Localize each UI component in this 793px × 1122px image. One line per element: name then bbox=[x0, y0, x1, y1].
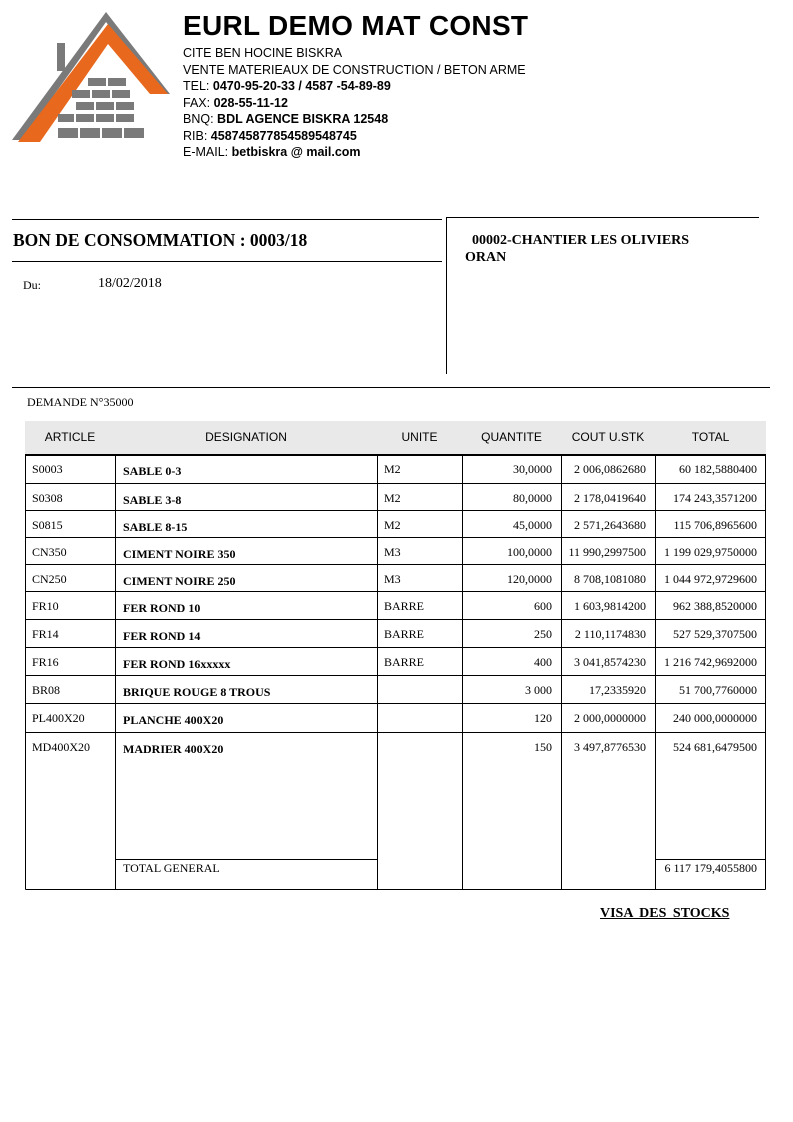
divider bbox=[446, 217, 447, 374]
cell-quantite: 400 bbox=[534, 655, 552, 669]
client-city: ORAN bbox=[465, 250, 507, 265]
cell-unite: M2 bbox=[384, 491, 401, 505]
company-fax bbox=[183, 95, 526, 112]
cell-article: FR10 bbox=[32, 599, 59, 613]
cell-cout: 2 000,0000000 bbox=[574, 711, 646, 725]
cell-designation: SABLE 3-8 bbox=[123, 493, 182, 507]
cell-designation: PLANCHE 400X20 bbox=[123, 713, 224, 727]
cell-cout: 2 110,1174830 bbox=[574, 627, 646, 641]
total-general-value: 6 117 179,4055800 bbox=[664, 861, 757, 875]
cell-total: 524 681,6479500 bbox=[673, 740, 757, 754]
header-cout: COUT U.STK bbox=[561, 421, 655, 454]
bnq-label: BNQ: bbox=[183, 112, 214, 126]
cell-unite: M3 bbox=[384, 572, 401, 586]
cell-quantite: 250 bbox=[534, 627, 552, 641]
header-unite: UNITE bbox=[377, 421, 462, 454]
demande-number: DEMANDE N°35000 bbox=[27, 395, 134, 409]
divider bbox=[12, 261, 442, 262]
cell-designation: CIMENT NOIRE 350 bbox=[123, 547, 236, 561]
rib-value: 458745877854589548745 bbox=[210, 128, 357, 143]
cell-total: 60 182,5880400 bbox=[679, 462, 757, 476]
cell-total: 527 529,3707500 bbox=[673, 627, 757, 641]
cell-quantite: 150 bbox=[534, 740, 552, 754]
company-tel bbox=[183, 78, 526, 95]
divider bbox=[447, 217, 759, 218]
cell-designation: CIMENT NOIRE 250 bbox=[123, 574, 236, 588]
cell-article: PL400X20 bbox=[32, 711, 85, 725]
cell-article: CN250 bbox=[32, 572, 67, 586]
cell-unite: BARRE bbox=[384, 599, 425, 613]
cell-article: S0815 bbox=[32, 518, 63, 532]
company-bank bbox=[183, 111, 526, 128]
cell-unite: M2 bbox=[384, 518, 401, 532]
tel-value: 0470-95-20-33 / 4587 -54-89-89 bbox=[212, 79, 391, 93]
header-total: TOTAL bbox=[655, 421, 766, 454]
cell-cout: 17,2335920 bbox=[589, 683, 646, 697]
cell-designation: SABLE 0-3 bbox=[123, 464, 182, 478]
cell-quantite: 80,0000 bbox=[513, 491, 552, 505]
client-name: 00002-CHANTIER LES OLIVIERS bbox=[472, 233, 690, 248]
cell-total: 174 243,3571200 bbox=[673, 491, 757, 505]
cell-unite: BARRE bbox=[384, 655, 425, 669]
cell-unite: M3 bbox=[384, 545, 401, 559]
cell-designation: BRIQUE ROUGE 8 TROUS bbox=[123, 685, 271, 699]
company-name: EURL DEMO MAT CONST bbox=[183, 10, 529, 41]
header-designation: DESIGNATION bbox=[115, 421, 377, 454]
cell-article: CN350 bbox=[32, 545, 67, 559]
cell-total: 1 044 972,9729600 bbox=[664, 572, 757, 586]
email-label: E-MAIL: bbox=[183, 145, 229, 159]
cell-cout: 11 990,2997500 bbox=[568, 545, 646, 559]
cell-quantite: 120,0000 bbox=[507, 572, 552, 586]
items-table bbox=[25, 421, 766, 890]
email-value: betbiskra @ mail.com bbox=[231, 145, 361, 159]
cell-unite: BARRE bbox=[384, 627, 425, 641]
cell-cout: 3 497,8776530 bbox=[574, 740, 646, 754]
company-logo-icon bbox=[10, 10, 175, 145]
company-info bbox=[183, 45, 526, 161]
rib-label: RIB: bbox=[183, 128, 208, 143]
cell-designation: FER ROND 16xxxxx bbox=[123, 657, 231, 671]
company-address: CITE BEN HOCINE BISKRA bbox=[183, 46, 343, 60]
header-quantite: QUANTITE bbox=[462, 421, 561, 454]
cell-total: 51 700,7760000 bbox=[679, 683, 757, 697]
company-activity: VENTE MATERIEAUX DE CONSTRUCTION / BETON ARME bbox=[183, 62, 526, 77]
cell-total: 115 706,8965600 bbox=[673, 518, 757, 532]
total-general-label: TOTAL GENERAL bbox=[123, 861, 220, 875]
cell-quantite: 600 bbox=[534, 599, 552, 613]
date-value: 18/02/2018 bbox=[98, 276, 162, 291]
cell-quantite: 45,0000 bbox=[513, 518, 552, 532]
cell-cout: 1 603,9814200 bbox=[574, 599, 646, 613]
cell-designation: FER ROND 10 bbox=[123, 601, 201, 615]
document-title: BON DE CONSOMMATION : 0003/18 bbox=[13, 230, 308, 250]
cell-cout: 2 178,0419640 bbox=[574, 491, 646, 505]
cell-total: 1 199 029,9750000 bbox=[664, 545, 757, 559]
cell-cout: 2 006,0862680 bbox=[574, 462, 646, 476]
cell-designation: FER ROND 14 bbox=[123, 629, 201, 643]
cell-article: MD400X20 bbox=[32, 740, 91, 754]
fax-value: 028-55-11-12 bbox=[213, 95, 288, 110]
company-email bbox=[183, 144, 526, 161]
company-rib bbox=[183, 128, 526, 145]
divider bbox=[12, 219, 442, 220]
cell-article: BR08 bbox=[32, 683, 61, 697]
cell-quantite: 3 000 bbox=[525, 683, 552, 697]
cell-designation: MADRIER 400X20 bbox=[123, 742, 224, 756]
cell-article: FR14 bbox=[32, 627, 59, 641]
cell-quantite: 30,0000 bbox=[513, 462, 552, 476]
cell-designation: SABLE 8-15 bbox=[123, 520, 188, 534]
cell-unite: M2 bbox=[384, 462, 401, 476]
date-label: Du: bbox=[23, 278, 41, 292]
tel-label: TEL: bbox=[183, 79, 210, 93]
cell-total: 962 388,8520000 bbox=[673, 599, 757, 613]
cell-total: 240 000,0000000 bbox=[673, 711, 757, 725]
header-article: ARTICLE bbox=[25, 421, 115, 454]
cell-quantite: 120 bbox=[534, 711, 552, 725]
cell-article: S0308 bbox=[32, 491, 63, 505]
cell-article: S0003 bbox=[32, 462, 63, 476]
bnq-value: BDL AGENCE BISKRA 12548 bbox=[217, 112, 389, 126]
fax-label: FAX: bbox=[183, 95, 211, 110]
cell-total: 1 216 742,9692000 bbox=[664, 655, 757, 669]
cell-quantite: 100,0000 bbox=[507, 545, 552, 559]
cell-cout: 8 708,1081080 bbox=[574, 572, 646, 586]
cell-cout: 3 041,8574230 bbox=[574, 655, 646, 669]
cell-article: FR16 bbox=[32, 655, 59, 669]
visa-des-stocks: VISA DES STOCKS bbox=[600, 906, 730, 921]
divider bbox=[12, 387, 770, 388]
cell-cout: 2 571,2643680 bbox=[574, 518, 646, 532]
